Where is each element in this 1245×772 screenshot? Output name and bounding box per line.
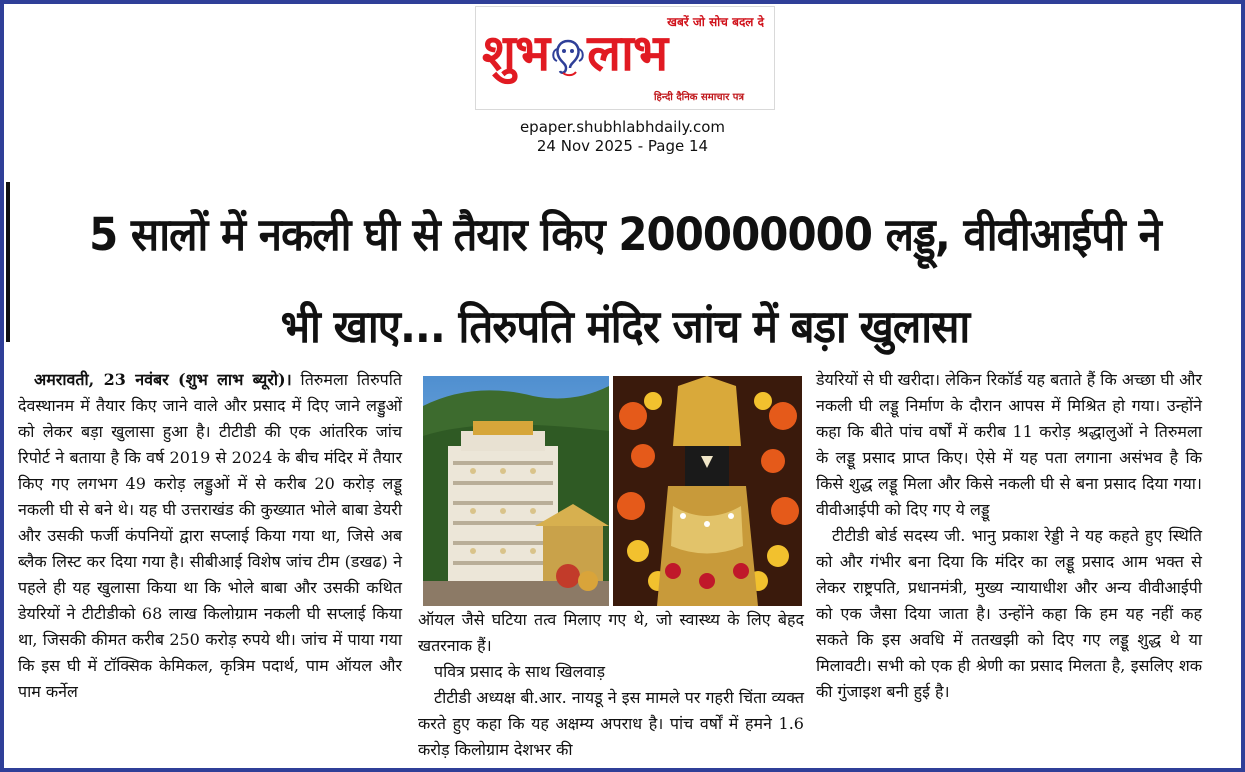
article-photos [423,376,802,606]
article-headline [62,189,1187,373]
column-1-text: तिरुमला तिरुपति देवस्थानम में तैयार किए जाने वाले और प्रसाद में दिए जाने लड्डुओं को लेकर बड़ा खुलासा हुआ है। टीटीडी की एक आंतरिक जांच रिपोर्ट ने बताया है कि वर्ष 2019 से 2024 के बीच मंदिर में तैयार किए गए लगभग 49 करोड़ लड्डुओं में से करीब 20 करोड़ लड्डू नकली घी से बने थे। यह घी उत्तराखंड की कुख्यात भोले बाबा डेयरी और उसकी फर्जी कंपनियों द्वारा सप्लाई किया गया था, जिसे अब ब्लैक लिस्ट कर दिया गया है। सीबीआई विशेष जांच टीम (डखढ) ने पहले ही यह खुलासा किया था कि भोले बाबा और उसकी कथित डेयरियों ने टीटीडीको 68 लाख किलोग्राम नकली घी सप्लाई किया था, जिसकी कीमत करीब 250 करोड़ रुपये थी। जांच में पाया गया कि इस घी में टॉक्सिक केमिकल, कृत्रिम पदार्थ, पाम ऑयल और पाम कर्नेल [18,370,403,701]
masthead-subtag: हिन्दी दैनिक समाचार पत्र [653,92,744,103]
headline-line-2: भी खाए... तिरुपति मंदिर जांच में बड़ा खुलासा [280,300,970,353]
column-2-subheading: पवित्र प्रसाद के साथ खिलवाड़ [434,662,606,681]
left-rule [6,182,10,342]
column-3-para-1: डेयरियों से घी खरीदा। लेकिन रिकॉर्ड यह बताते हैं कि अच्छा घी और नकली घी लड्डू निर्माण के दौरान आपस में मिश्रित हो गया। उन्होंने कहा कि बीते पांच वर्षों में करीब 11 करोड़ श्रद्धालुओं ने तिरुमला के लड्डू प्रसाद प्राप्त किए। ऐसे में यह पता लगाना असंभव है कि किसे शुद्ध लड्डू मिला और किसे नकली घी से बना प्रसाद दिया गया।वीवीआईपी को दिए गए ये लड्डू [816,370,1202,519]
masthead-logo[interactable] [475,6,775,110]
article-column-2 [418,607,804,763]
headline-line-1: 5 सालों में नकली घी से तैयार किए 200000000 लड्डू, वीवीआईपी ने [89,208,1161,261]
source-date-page: 24 Nov 2025 - Page 14 [536,137,709,155]
source-info [4,118,1241,156]
article-column-3 [816,367,1202,705]
masthead-name-left: शुभ [482,24,550,82]
masthead-title [482,23,667,83]
article-dateline: अमरावती, 23 नवंबर (शुभ लाभ ब्यूरो)। [34,370,292,389]
temple-photo [423,376,609,606]
masthead-tagline: खबरें जो सोच बदल दे [667,15,764,29]
article-column-1 [18,367,402,705]
ganesha-icon [551,37,585,77]
masthead-name-right: लाभ [587,24,668,82]
column-2-para-2: टीटीडी अध्यक्ष बी.आर. नायडू ने इस मामले पर गहरी चिंता व्यक्त करते हुए कहा कि यह अक्षम्य अपराध है। पांच वर्षों में हमने 1.6 करोड़ किलोग्राम देशभर की [418,688,804,759]
source-site[interactable]: epaper.shubhlabhdaily.com [519,118,726,136]
column-3-para-2: टीटीडी बोर्ड सदस्य जी. भानु प्रकाश रेड्डी ने यह कहते हुए स्थिति को और गंभीर बना दिया कि मंदिर का लड्डू प्रसाद आम भक्त से लेकर राष्ट्रपति, प्रधानमंत्री, मुख्य न्यायाधीश और अन्य वीवीआईपी को एक जैसा दिया जाता है। उन्होंने कहा कि हम यह नहीं कह सकते कि इस अवधि में ततखझी को दिए गए लड्डू शुद्ध थे या मिलावटी। सभी को एक ही श्रेणी का प्रसाद मिलता है, इसलिए शक की गुंजाइश बनी हुई है। [816,526,1202,701]
deity-photo [613,376,802,606]
column-2-para-1: ऑयल जैसे घटिया तत्व मिलाए गए थे, जो स्वास्थ्य के लिए बेहद खतरनाक हैं। [418,610,804,655]
